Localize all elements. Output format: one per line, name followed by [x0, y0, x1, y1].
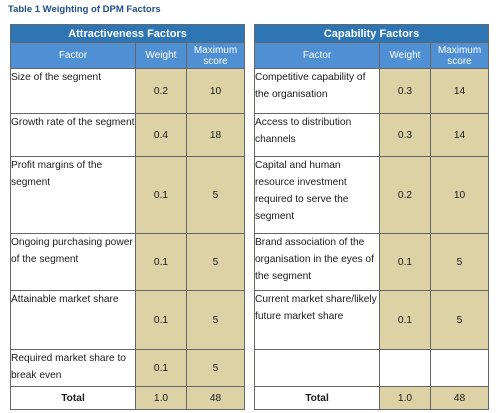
column-header-weight: Weight: [136, 43, 187, 69]
factor-cell: Capital and human resource investment required to serve the segment: [255, 157, 380, 234]
factor-cell: Ongoing purchasing power of the segment: [11, 234, 136, 291]
total-weight: 1.0: [380, 387, 431, 410]
weight-cell: 0.1: [136, 350, 187, 387]
max-score-cell: 14: [431, 114, 489, 157]
total-label: Total: [255, 387, 380, 410]
capability-title: Capability Factors: [255, 25, 489, 43]
max-score-cell: 10: [187, 69, 245, 114]
max-score-cell: 5: [187, 350, 245, 387]
column-header-factor: Factor: [255, 43, 380, 69]
table-row: [255, 234, 489, 291]
table-row: [255, 157, 489, 234]
total-max-score: 48: [187, 387, 245, 410]
max-score-cell: 5: [187, 234, 245, 291]
table-row: [11, 350, 245, 387]
total-max-score: 48: [431, 387, 489, 410]
column-header-factor: Factor: [11, 43, 136, 69]
table-row: [255, 114, 489, 157]
factor-cell: Attainable market share: [11, 291, 136, 350]
max-score-cell: 5: [431, 234, 489, 291]
factor-cell: Competitive capability of the organisation: [255, 69, 380, 114]
column-header-maximum-score: Maximum score: [187, 43, 245, 69]
table-row: [11, 114, 245, 157]
factor-cell: Required market share to break even: [11, 350, 136, 387]
total-weight: 1.0: [136, 387, 187, 410]
max-score-cell: 5: [431, 291, 489, 350]
weight-cell: 0.1: [380, 234, 431, 291]
max-score-cell: 14: [431, 69, 489, 114]
empty-max-score-cell: [431, 350, 489, 387]
weight-cell: 0.1: [136, 234, 187, 291]
empty-weight-cell: [380, 350, 431, 387]
factor-cell: Current market share/likely future market share: [255, 291, 380, 350]
table-row: [11, 234, 245, 291]
factor-cell: Brand association of the organisation in the eyes of the segment: [255, 234, 380, 291]
factor-cell: Access to distribution channels: [255, 114, 380, 157]
weight-cell: 0.1: [136, 157, 187, 234]
weight-cell: 0.2: [380, 157, 431, 234]
weight-cell: 0.1: [380, 291, 431, 350]
max-score-cell: 5: [187, 291, 245, 350]
table-row: [255, 69, 489, 114]
factor-cell: Profit margins of the segment: [11, 157, 136, 234]
max-score-cell: 5: [187, 157, 245, 234]
empty-factor-cell: [255, 350, 380, 387]
table-caption: Table 1 Weighting of DPM Factors: [8, 4, 161, 15]
weight-cell: 0.3: [380, 114, 431, 157]
attractiveness-title: Attractiveness Factors: [11, 25, 245, 43]
weight-cell: 0.3: [380, 69, 431, 114]
total-label: Total: [11, 387, 136, 410]
total-row: [11, 387, 245, 410]
max-score-cell: 10: [431, 157, 489, 234]
capability-factors-table: [254, 24, 489, 410]
table-row: [11, 291, 245, 350]
weight-cell: 0.4: [136, 114, 187, 157]
attractiveness-factors-table: [10, 24, 245, 410]
table-row: [255, 291, 489, 350]
weight-cell: 0.1: [136, 291, 187, 350]
table-row: [11, 157, 245, 234]
total-row: [255, 387, 489, 410]
column-header-maximum-score: Maximum score: [431, 43, 489, 69]
column-header-weight: Weight: [380, 43, 431, 69]
factor-cell: Growth rate of the segment: [11, 114, 136, 157]
max-score-cell: 18: [187, 114, 245, 157]
weight-cell: 0.2: [136, 69, 187, 114]
table-row: [11, 69, 245, 114]
factor-cell: Size of the segment: [11, 69, 136, 114]
table-row: [255, 350, 489, 387]
